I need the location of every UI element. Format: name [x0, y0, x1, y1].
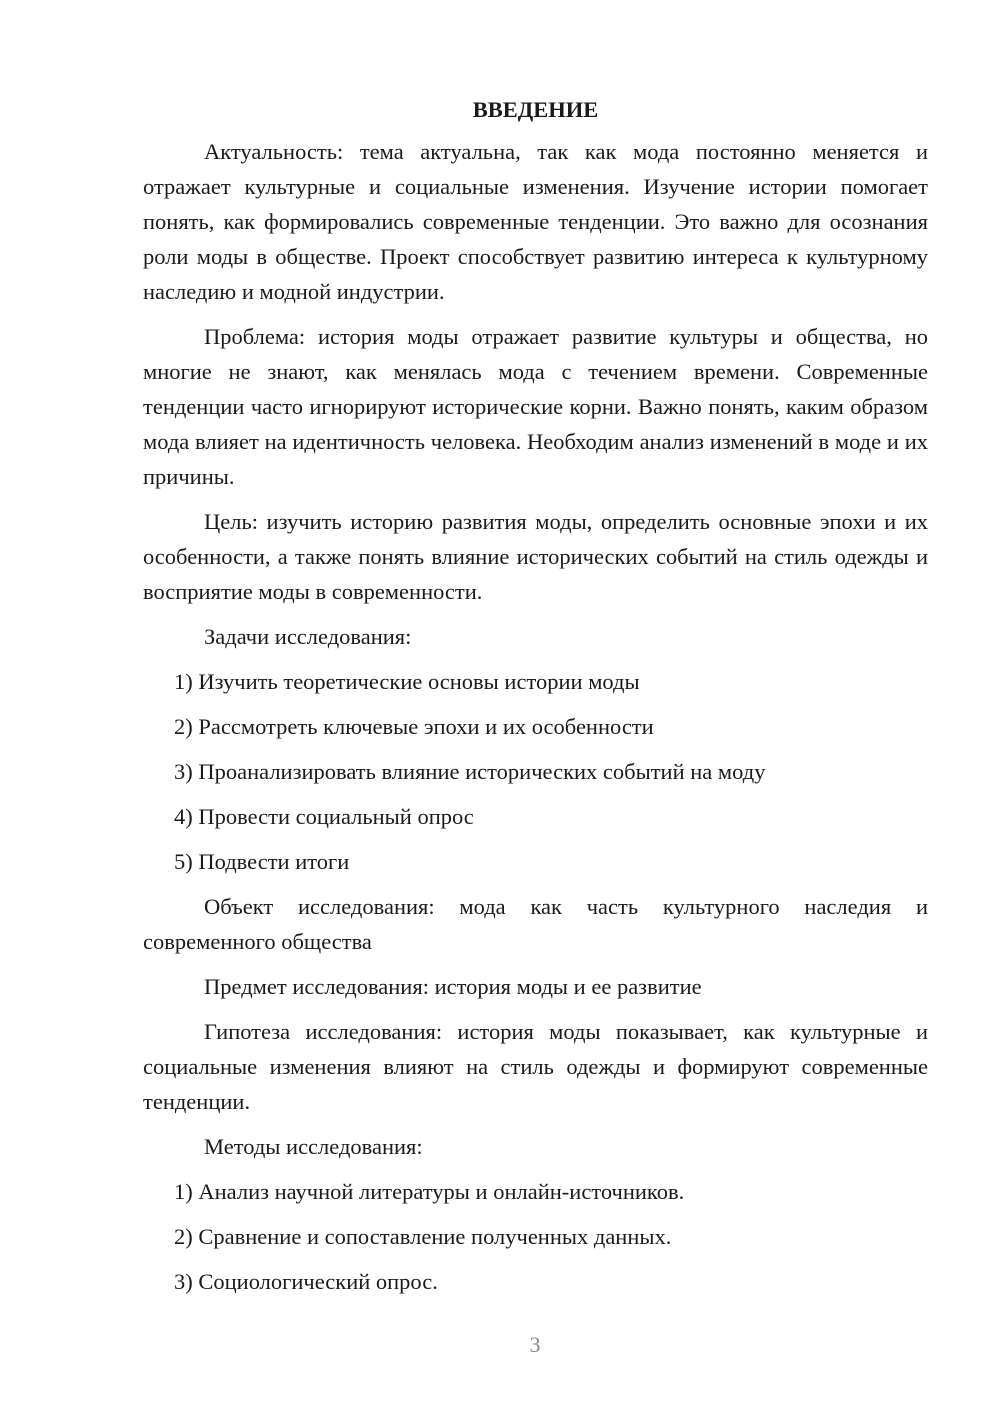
document-page [143, 92, 928, 1309]
page-number: 3 [529, 1332, 541, 1357]
tasks-list [143, 664, 928, 879]
goal-paragraph: Цель: изучить историю развития моды, определить основные эпохи и их особенности, а также понять влияние исторических событий на стиль одежды и восприятие моды в современности. [143, 509, 928, 604]
hypothesis-paragraph: Гипотеза исследования: история моды показывает, как культурные и социальные изменения влияют на стиль одежды и формируют современные тенденции. [143, 1019, 928, 1114]
list-item: 3) Социологический опрос. [174, 1269, 438, 1294]
subject-paragraph: Предмет исследования: история моды и ее развитие [204, 974, 702, 999]
list-item: 2) Рассмотреть ключевые эпохи и их особенности [174, 714, 654, 739]
list-item: 1) Изучить теоретические основы истории моды [174, 669, 640, 694]
list-item: 4) Провести социальный опрос [174, 804, 474, 829]
methods-list [143, 1174, 928, 1299]
page-title: ВВЕДЕНИЕ [472, 97, 599, 122]
list-item: 3) Проанализировать влияние исторических событий на моду [174, 759, 766, 784]
relevance-paragraph: Актуальность: тема актуальна, так как мода постоянно меняется и отражает культурные и социальные изменения. Изучение истории помогает понять, как формировались современные тенденции. Это важно для осознания роли моды в обществе. Проект способствует развитию интереса к культурному наследию и модной индустрии. [143, 139, 928, 304]
list-item: 5) Подвести итоги [174, 849, 350, 874]
list-item: 2) Сравнение и сопоставление полученных данных. [174, 1224, 672, 1249]
problem-paragraph: Проблема: история моды отражает развитие культуры и общества, но многие не знают, как менялась мода с течением времени. Современные тенденции часто игнорируют исторические корни. Важно понять, каким образом мода влияет на идентичность человека. Необходим анализ изменений в моде и их причины. [143, 324, 928, 489]
methods-heading: Методы исследования: [204, 1134, 423, 1159]
tasks-heading: Задачи исследования: [204, 624, 412, 649]
list-item: 1) Анализ научной литературы и онлайн-источников. [174, 1179, 685, 1204]
object-paragraph: Объект исследования: мода как часть культурного наследия и современного общества [143, 894, 928, 954]
